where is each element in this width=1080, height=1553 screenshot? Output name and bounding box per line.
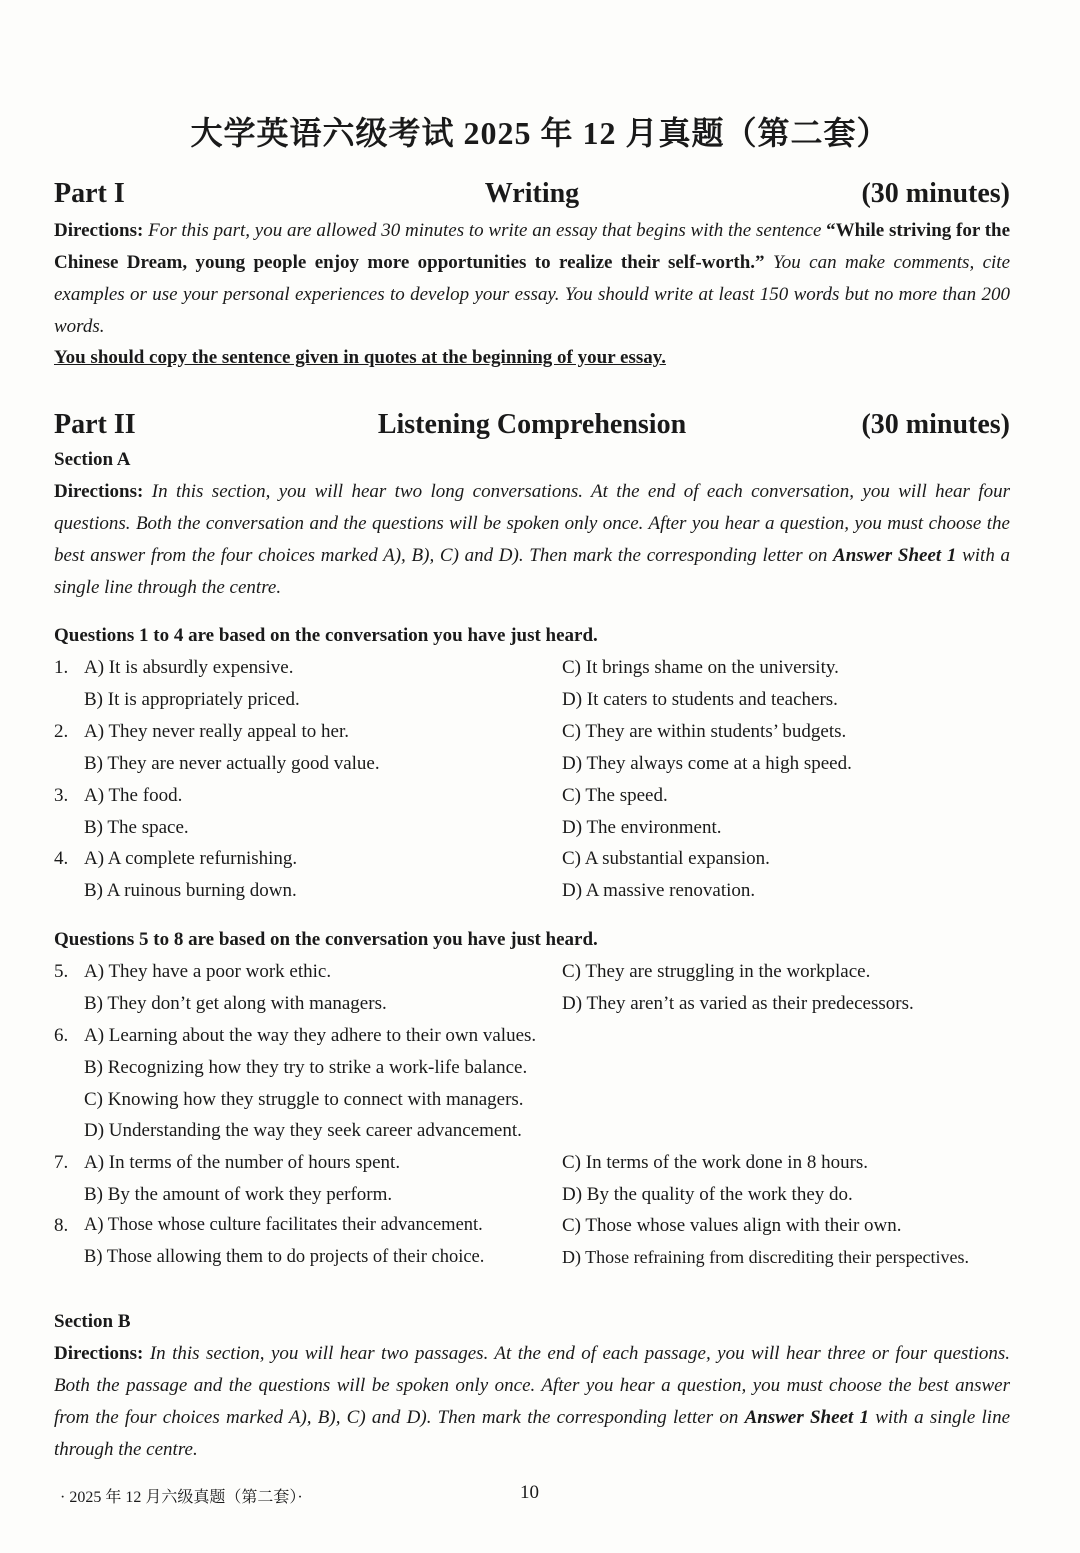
q5-option-d: D) They aren’t as varied as their predecessors. [562, 993, 914, 1014]
q5-option-c: C) They are struggling in the workplace. [562, 961, 871, 982]
q4-option-d: D) A massive renovation. [562, 880, 756, 901]
section-a-directions-label: Directions: [54, 481, 144, 502]
q5-option-a: A) They have a poor work ethic. [84, 961, 332, 982]
section-b-directions-text: In this section, you will hear two passages. At the end of each passage, you will hear three or four questions. Both the passage and the questions will be spoken only once. After you hear a question, you must choose the best answer from the four choices marked A), B), C) and D). Then mark the corresponding letter on [54, 1343, 1011, 1428]
q8-option-c: C) Those whose values align with their own. [562, 1215, 902, 1236]
part1-quote: “While striving for the Chinese Dream, young people enjoy more opportunities to realize their self-worth.” [54, 220, 1011, 273]
q7-option-c: C) In terms of the work done in 8 hours. [562, 1152, 869, 1173]
q6-option-a: A) Learning about the way they adhere to their own values. [84, 1025, 537, 1046]
q4-option-a: A) A complete refurnishing. [84, 848, 298, 869]
section-b-directions-text2: with a single line through the centre. [54, 1407, 1011, 1460]
part1-name: Writing [484, 178, 580, 209]
q7-option-d: D) By the quality of the work they do. [562, 1184, 853, 1205]
part1-directions-label: Directions: [54, 220, 144, 241]
footer-label: · 2025 年 12 月六级真题（第二套）· [60, 1489, 303, 1506]
section-b-label: Section B [54, 1311, 131, 1332]
question-number: 8. [54, 1215, 69, 1236]
part1-directions-text2: You can make comments, cite examples or use your personal experiences to develop your essay. You should write at least 150 words but no more than 200 words. [54, 252, 1011, 337]
question-number: 3. [54, 785, 69, 806]
answer-sheet-ref: Answer Sheet 1 [744, 1407, 869, 1428]
q2-option-d: D) They always come at a high speed. [562, 753, 852, 774]
q3-option-b: B) The space. [84, 817, 189, 838]
page-title: 大学英语六级考试 2025 年 12 月真题（第二套） [190, 115, 890, 151]
section-b-directions [54, 1338, 1010, 1466]
section-b-directions-label: Directions: [54, 1343, 144, 1364]
q8-option-d: D) Those refraining from discrediting their perspectives. [562, 1247, 970, 1267]
question-number: 2. [54, 721, 69, 742]
part2-header [54, 409, 1010, 445]
q4-option-c: C) A substantial expansion. [562, 848, 770, 869]
part2-number: Part II [54, 409, 136, 440]
part1-directions [54, 215, 1010, 343]
section-a-directions-text2: with a single line through the centre. [54, 545, 1011, 598]
section-a-label: Section A [54, 449, 131, 470]
q1-option-a: A) It is absurdly expensive. [84, 657, 294, 678]
q7-option-a: A) In terms of the number of hours spent. [84, 1152, 401, 1173]
q8-option-a: A) Those whose culture facilitates their advancement. [84, 1215, 483, 1235]
answer-sheet-ref: Answer Sheet 1 [833, 545, 957, 566]
q6-option-c: C) Knowing how they struggle to connect with managers. [84, 1089, 524, 1110]
q6-option-b: B) Recognizing how they try to strike a work-life balance. [84, 1057, 528, 1078]
q1-option-d: D) It caters to students and teachers. [562, 689, 838, 710]
part1-note: You should copy the sentence given in quotes at the beginning of your essay. [54, 347, 666, 368]
question-number: 6. [54, 1025, 69, 1046]
q2-option-c: C) They are within students’ budgets. [562, 721, 847, 742]
q6-option-d: D) Understanding the way they seek career advancement. [84, 1120, 522, 1141]
q1-option-c: C) It brings shame on the university. [562, 657, 839, 678]
q2-option-b: B) They are never actually good value. [84, 753, 380, 774]
question-number: 1. [54, 657, 69, 678]
question-number: 4. [54, 848, 69, 869]
questions-5-8-heading: Questions 5 to 8 are based on the conversation you have just heard. [54, 929, 598, 950]
part2-time: (30 minutes) [861, 409, 1010, 440]
q7-option-b: B) By the amount of work they perform. [84, 1184, 393, 1205]
part1-number: Part I [54, 178, 125, 209]
q5-option-b: B) They don’t get along with managers. [84, 993, 387, 1014]
part1-time: (30 minutes) [861, 178, 1010, 209]
part1-note-wrap [54, 342, 1010, 374]
q3-option-c: C) The speed. [562, 785, 668, 806]
q4-option-b: B) A ruinous burning down. [84, 880, 297, 901]
section-a-directions-text: In this section, you will hear two long conversations. At the end of each conversation, you will hear four questions. Both the conversation and the questions will be spoken only once. After you hear a question, you must choose the best answer from the four choices marked A), B), C) and D). Then mark the corresponding letter on [54, 481, 1010, 566]
part1-directions-text: For this part, you are allowed 30 minutes to write an essay that begins with the sentence [148, 220, 822, 241]
q2-option-a: A) They never really appeal to her. [84, 721, 350, 742]
section-a-directions [54, 476, 1010, 604]
question-number: 5. [54, 961, 69, 982]
question-number: 7. [54, 1152, 69, 1173]
part2-name: Listening Comprehension [377, 409, 687, 440]
q8-option-b: B) Those allowing them to do projects of their choice. [84, 1247, 485, 1267]
page-number: 10 [520, 1482, 539, 1503]
q3-option-d: D) The environment. [562, 817, 722, 838]
q1-option-b: B) It is appropriately priced. [84, 689, 300, 710]
part1-header [54, 178, 1010, 214]
q3-option-a: A) The food. [84, 785, 183, 806]
questions-1-4-heading: Questions 1 to 4 are based on the conversation you have just heard. [54, 625, 598, 646]
